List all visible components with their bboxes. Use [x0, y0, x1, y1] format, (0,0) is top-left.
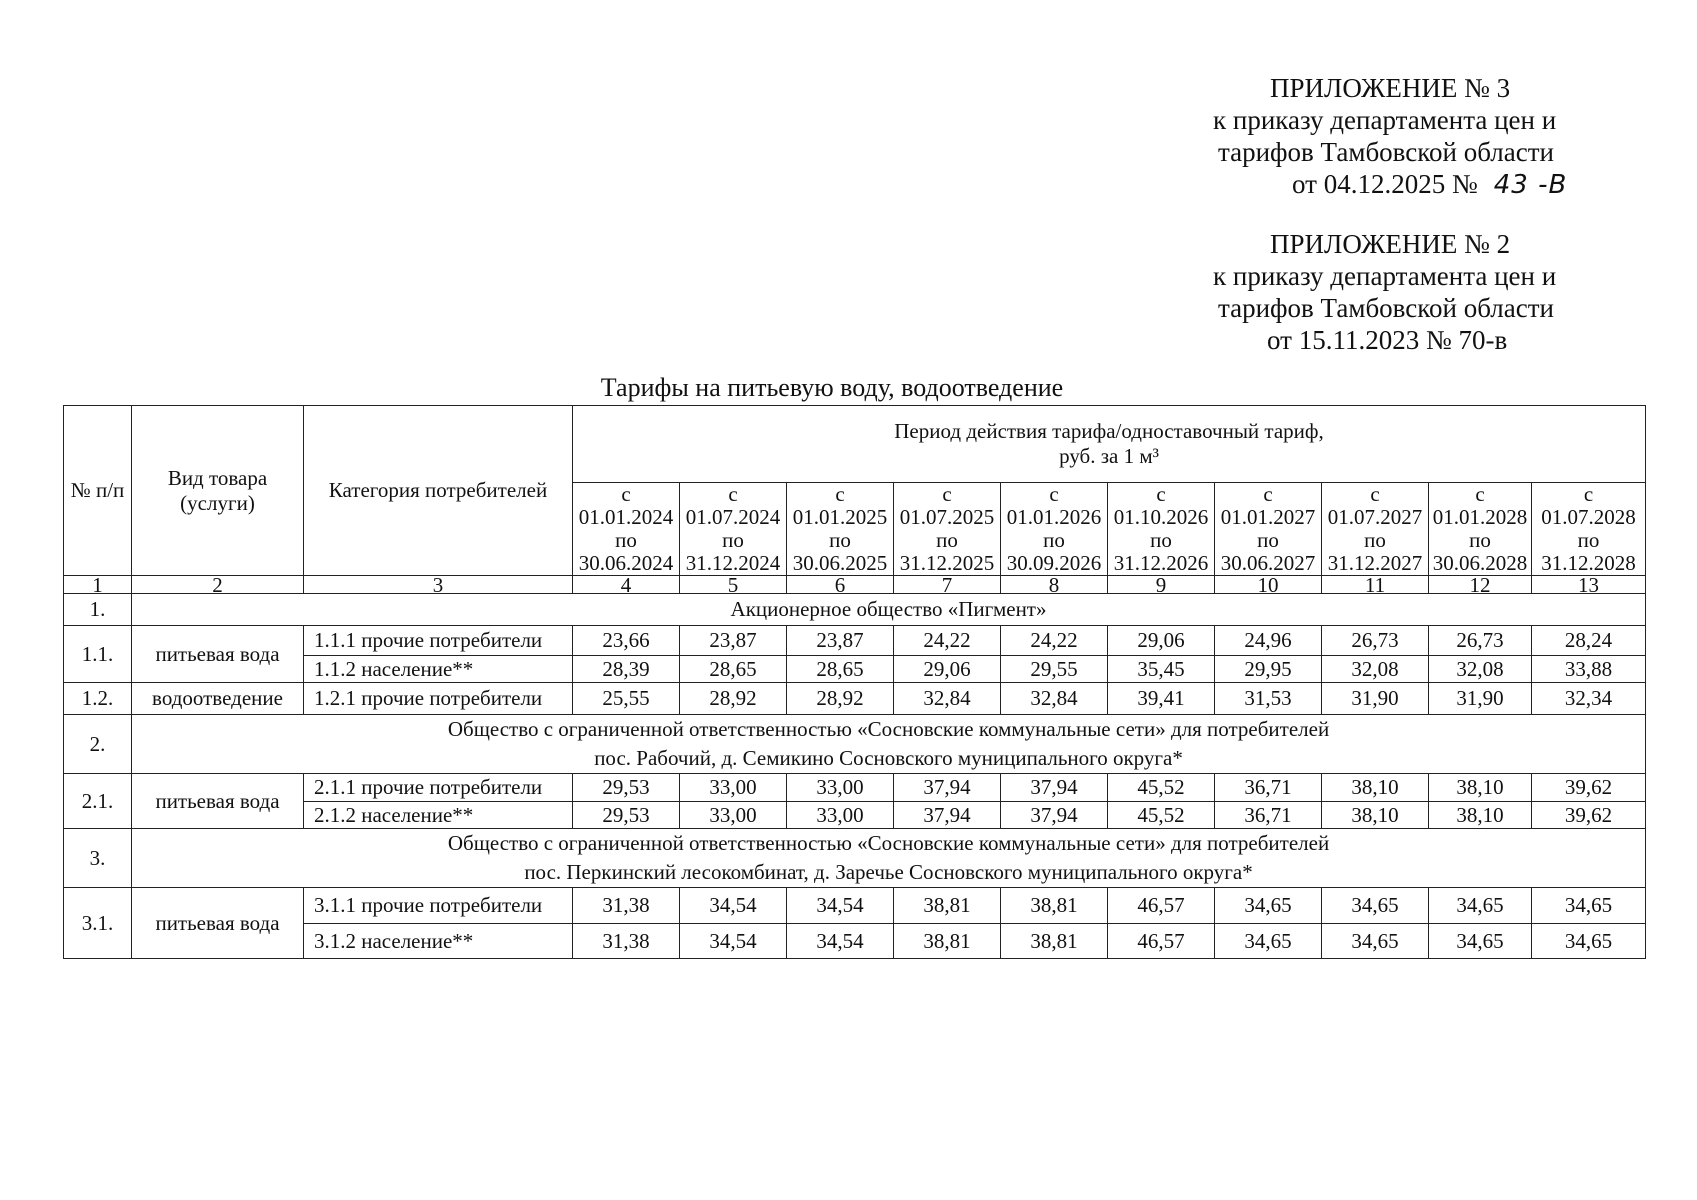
- tariff-value: 34,65: [1532, 888, 1646, 924]
- tariff-value: 34,54: [680, 888, 787, 924]
- tariff-row: [64, 683, 1646, 715]
- group-number: 1.2.: [64, 683, 132, 715]
- tariff-value: 29,06: [1108, 626, 1215, 656]
- period-from-word: с: [1049, 482, 1059, 506]
- tariff-value: 39,62: [1532, 802, 1646, 829]
- period-to: 31.12.2026: [1113, 551, 1209, 575]
- period-to-word: по: [722, 528, 744, 552]
- tariff-value: 29,53: [573, 774, 680, 802]
- product-name: водоотведение: [132, 683, 304, 715]
- tariff-row: [64, 774, 1646, 802]
- consumer-category: 1.2.1 прочие потребители: [304, 683, 573, 715]
- organization-name: [132, 829, 1646, 888]
- tariff-value: 34,65: [1429, 924, 1532, 959]
- header-product: Вид товара (услуги): [132, 406, 304, 576]
- period-to-word: по: [1364, 528, 1386, 552]
- column-number: 13: [1532, 576, 1646, 594]
- section-row: [64, 594, 1646, 626]
- tariff-value: 37,94: [1001, 802, 1108, 829]
- period-to: 30.06.2024: [578, 551, 674, 575]
- section-number: 3.: [64, 829, 132, 888]
- tariff-value: 38,81: [1001, 924, 1108, 959]
- period-from: 01.07.2027: [1327, 505, 1423, 529]
- product-name: питьевая вода: [132, 888, 304, 959]
- tariff-value: 24,96: [1215, 626, 1322, 656]
- header-category: Категория потребителей: [304, 406, 573, 576]
- tariff-value: 45,52: [1108, 774, 1215, 802]
- tariff-value: 28,65: [787, 656, 894, 683]
- period-from-word: с: [835, 482, 845, 506]
- consumer-category: 1.1.2 население**: [304, 656, 573, 683]
- tariff-value: 28,92: [787, 683, 894, 715]
- tariff-value: 34,65: [1215, 888, 1322, 924]
- tariff-value: 23,66: [573, 626, 680, 656]
- header-period-line1: Период действия тарифа/одноставочный тариф,: [894, 419, 1324, 443]
- period-from-word: с: [728, 482, 738, 506]
- header-period-line2: руб. за 1 м³: [1059, 444, 1159, 468]
- period-to-word: по: [936, 528, 958, 552]
- tariff-value: 34,65: [1215, 924, 1322, 959]
- tariff-value: 37,94: [1001, 774, 1108, 802]
- column-number: 7: [894, 576, 1001, 594]
- tariff-value: 32,84: [1001, 683, 1108, 715]
- tariff-value: 45,52: [1108, 802, 1215, 829]
- period-from-word: с: [1263, 482, 1273, 506]
- handwritten-order-number: 43 -В: [1493, 170, 1568, 200]
- column-number: 10: [1215, 576, 1322, 594]
- period-cell: [1215, 483, 1322, 576]
- column-number: 6: [787, 576, 894, 594]
- product-name: питьевая вода: [132, 774, 304, 829]
- organization-name: [132, 594, 1646, 626]
- appendix-3-header: [1205, 72, 1585, 201]
- tariff-value: 23,87: [680, 626, 787, 656]
- period-cell: [1001, 483, 1108, 576]
- column-number: 1: [64, 576, 132, 594]
- period-to: 31.12.2027: [1327, 551, 1423, 575]
- tariff-value: 32,34: [1532, 683, 1646, 715]
- group-number: 2.1.: [64, 774, 132, 829]
- column-number: 5: [680, 576, 787, 594]
- tariff-value: 24,22: [1001, 626, 1108, 656]
- tariff-value: 33,00: [680, 774, 787, 802]
- tariff-value: 34,65: [1322, 888, 1429, 924]
- product-name: питьевая вода: [132, 626, 304, 683]
- period-cell: [787, 483, 894, 576]
- tariff-value: 34,54: [787, 924, 894, 959]
- period-cell: [1322, 483, 1429, 576]
- period-from: 01.07.2025: [899, 505, 995, 529]
- period-cell: [1108, 483, 1215, 576]
- appendix-3-date: от 04.12.2025 №: [1292, 169, 1478, 199]
- period-from-word: с: [1370, 482, 1380, 506]
- appendix-2-line2: тарифов Тамбовской области: [1218, 293, 1554, 323]
- consumer-category: 3.1.2 население**: [304, 924, 573, 959]
- period-to-word: по: [1469, 528, 1491, 552]
- tariff-value: 28,65: [680, 656, 787, 683]
- tariff-value: 29,53: [573, 802, 680, 829]
- period-to: 30.06.2025: [792, 551, 888, 575]
- organization-line: Акционерное общество «Пигмент»: [730, 597, 1047, 621]
- table-title: Тарифы на питьевую воду, водоотведение: [600, 373, 1064, 402]
- period-from-word: с: [942, 482, 952, 506]
- period-from-word: с: [1583, 482, 1594, 506]
- period-from: 01.01.2028: [1432, 505, 1528, 529]
- tariff-value: 31,90: [1322, 683, 1429, 715]
- tariff-row: [64, 626, 1646, 656]
- table-title-wrap: [0, 373, 1520, 403]
- tariff-value: 29,06: [894, 656, 1001, 683]
- period-from: 01.10.2026: [1113, 505, 1209, 529]
- group-number: 3.1.: [64, 888, 132, 959]
- tariff-value: 46,57: [1108, 888, 1215, 924]
- period-to: 30.06.2028: [1432, 551, 1528, 575]
- period-from: 01.07.2028: [1541, 505, 1636, 529]
- tariff-value: 38,10: [1322, 802, 1429, 829]
- group-number: 1.1.: [64, 626, 132, 683]
- tariff-value: 33,00: [787, 774, 894, 802]
- tariff-value: 35,45: [1108, 656, 1215, 683]
- tariff-value: 33,00: [680, 802, 787, 829]
- tariff-value: 34,54: [787, 888, 894, 924]
- consumer-category: 2.1.2 население**: [304, 802, 573, 829]
- period-cell: [894, 483, 1001, 576]
- appendix-2-title: ПРИЛОЖЕНИЕ № 2: [1270, 229, 1511, 259]
- tariff-value: 36,71: [1215, 774, 1322, 802]
- tariff-value: 31,90: [1429, 683, 1532, 715]
- period-from: 01.01.2026: [1006, 505, 1102, 529]
- period-to: 31.12.2028: [1541, 551, 1636, 575]
- column-number: 9: [1108, 576, 1215, 594]
- tariff-value: 34,54: [680, 924, 787, 959]
- tariff-value: 26,73: [1322, 626, 1429, 656]
- period-to-word: по: [1150, 528, 1172, 552]
- column-number: 12: [1429, 576, 1532, 594]
- period-cell: [1429, 483, 1532, 576]
- tariff-value: 34,65: [1429, 888, 1532, 924]
- tariff-value: 37,94: [894, 802, 1001, 829]
- period-cell: [573, 483, 680, 576]
- organization-line: пос. Перкинский лесокомбинат, д. Заречье Сосновского муниципального округа*: [524, 860, 1253, 884]
- period-to-word: по: [1043, 528, 1065, 552]
- tariff-value: 31,53: [1215, 683, 1322, 715]
- period-from-word: с: [1156, 482, 1166, 506]
- period-from: 01.07.2024: [685, 505, 781, 529]
- organization-line: Общество с ограниченной ответственностью «Сосновские коммунальные сети» для потребителей: [447, 831, 1330, 855]
- period-from-word: с: [621, 482, 631, 506]
- tariff-value: 38,81: [1001, 888, 1108, 924]
- column-number: 2: [132, 576, 304, 594]
- appendix-3-line2: тарифов Тамбовской области: [1218, 137, 1554, 167]
- appendix-2-date-line: от 15.11.2023 № 70-в: [1267, 325, 1508, 355]
- period-to-word: по: [615, 528, 637, 552]
- tariff-value: 38,10: [1429, 774, 1532, 802]
- tariff-value: 38,81: [894, 924, 1001, 959]
- tariff-value: 31,38: [573, 924, 680, 959]
- column-number: 8: [1001, 576, 1108, 594]
- period-from: 01.01.2024: [578, 505, 674, 529]
- tariff-value: 24,22: [894, 626, 1001, 656]
- section-number: 1.: [64, 594, 132, 626]
- tariff-value: 26,73: [1429, 626, 1532, 656]
- organization-line: пос. Рабочий, д. Семикино Сосновского муниципального округа*: [594, 746, 1183, 770]
- tariff-value: 32,84: [894, 683, 1001, 715]
- tariff-value: 36,71: [1215, 802, 1322, 829]
- appendix-3-line1: к приказу департамента цен и: [1213, 105, 1557, 135]
- tariff-value: 38,81: [894, 888, 1001, 924]
- tariff-value: 32,08: [1429, 656, 1532, 683]
- appendix-3-title: ПРИЛОЖЕНИЕ № 3: [1270, 73, 1511, 103]
- tariff-value: 34,65: [1532, 924, 1646, 959]
- tariff-value: 39,62: [1532, 774, 1646, 802]
- period-to: 31.12.2025: [899, 551, 995, 575]
- appendix-2-header: [1205, 228, 1585, 356]
- tariff-value: 31,38: [573, 888, 680, 924]
- tariff-value: 23,87: [787, 626, 894, 656]
- organization-line: Общество с ограниченной ответственностью «Сосновские коммунальные сети» для потребителей: [447, 717, 1330, 741]
- consumer-category: 2.1.1 прочие потребители: [304, 774, 573, 802]
- period-to-word: по: [1577, 528, 1600, 552]
- tariff-value: 38,10: [1429, 802, 1532, 829]
- tariff-row: [64, 888, 1646, 924]
- tariff-value: 25,55: [573, 683, 680, 715]
- period-to: 30.06.2027: [1220, 551, 1316, 575]
- organization-name: [132, 715, 1646, 774]
- period-cell: [1532, 483, 1646, 576]
- period-to-word: по: [829, 528, 851, 552]
- appendix-2-line1: к приказу департамента цен и: [1213, 261, 1557, 291]
- period-from: 01.01.2025: [792, 505, 888, 529]
- tariff-value: 32,08: [1322, 656, 1429, 683]
- tariff-value: 46,57: [1108, 924, 1215, 959]
- consumer-category: 3.1.1 прочие потребители: [304, 888, 573, 924]
- appendix-3-date-line: [1205, 168, 1585, 201]
- period-to: 30.09.2026: [1006, 551, 1102, 575]
- header-num: № п/п: [64, 406, 132, 576]
- tariff-value: 37,94: [894, 774, 1001, 802]
- period-from-word: с: [1475, 482, 1485, 506]
- period-to-word: по: [1257, 528, 1279, 552]
- column-number: 11: [1322, 576, 1429, 594]
- period-cell: [680, 483, 787, 576]
- tariff-value: 33,88: [1532, 656, 1646, 683]
- tariff-value: 29,55: [1001, 656, 1108, 683]
- period-from: 01.01.2027: [1220, 505, 1316, 529]
- header-period: [573, 406, 1646, 483]
- consumer-category: 1.1.1 прочие потребители: [304, 626, 573, 656]
- column-number: 4: [573, 576, 680, 594]
- tariff-value: 39,41: [1108, 683, 1215, 715]
- section-row: [64, 715, 1646, 774]
- section-number: 2.: [64, 715, 132, 774]
- section-row: [64, 829, 1646, 888]
- tariff-value: 29,95: [1215, 656, 1322, 683]
- tariff-value: 38,10: [1322, 774, 1429, 802]
- period-to: 31.12.2024: [685, 551, 781, 575]
- tariff-table: [63, 405, 1646, 959]
- tariff-value: 33,00: [787, 802, 894, 829]
- tariff-value: 28,92: [680, 683, 787, 715]
- tariff-value: 34,65: [1322, 924, 1429, 959]
- column-number: 3: [304, 576, 573, 594]
- tariff-value: 28,24: [1532, 626, 1646, 656]
- tariff-value: 28,39: [573, 656, 680, 683]
